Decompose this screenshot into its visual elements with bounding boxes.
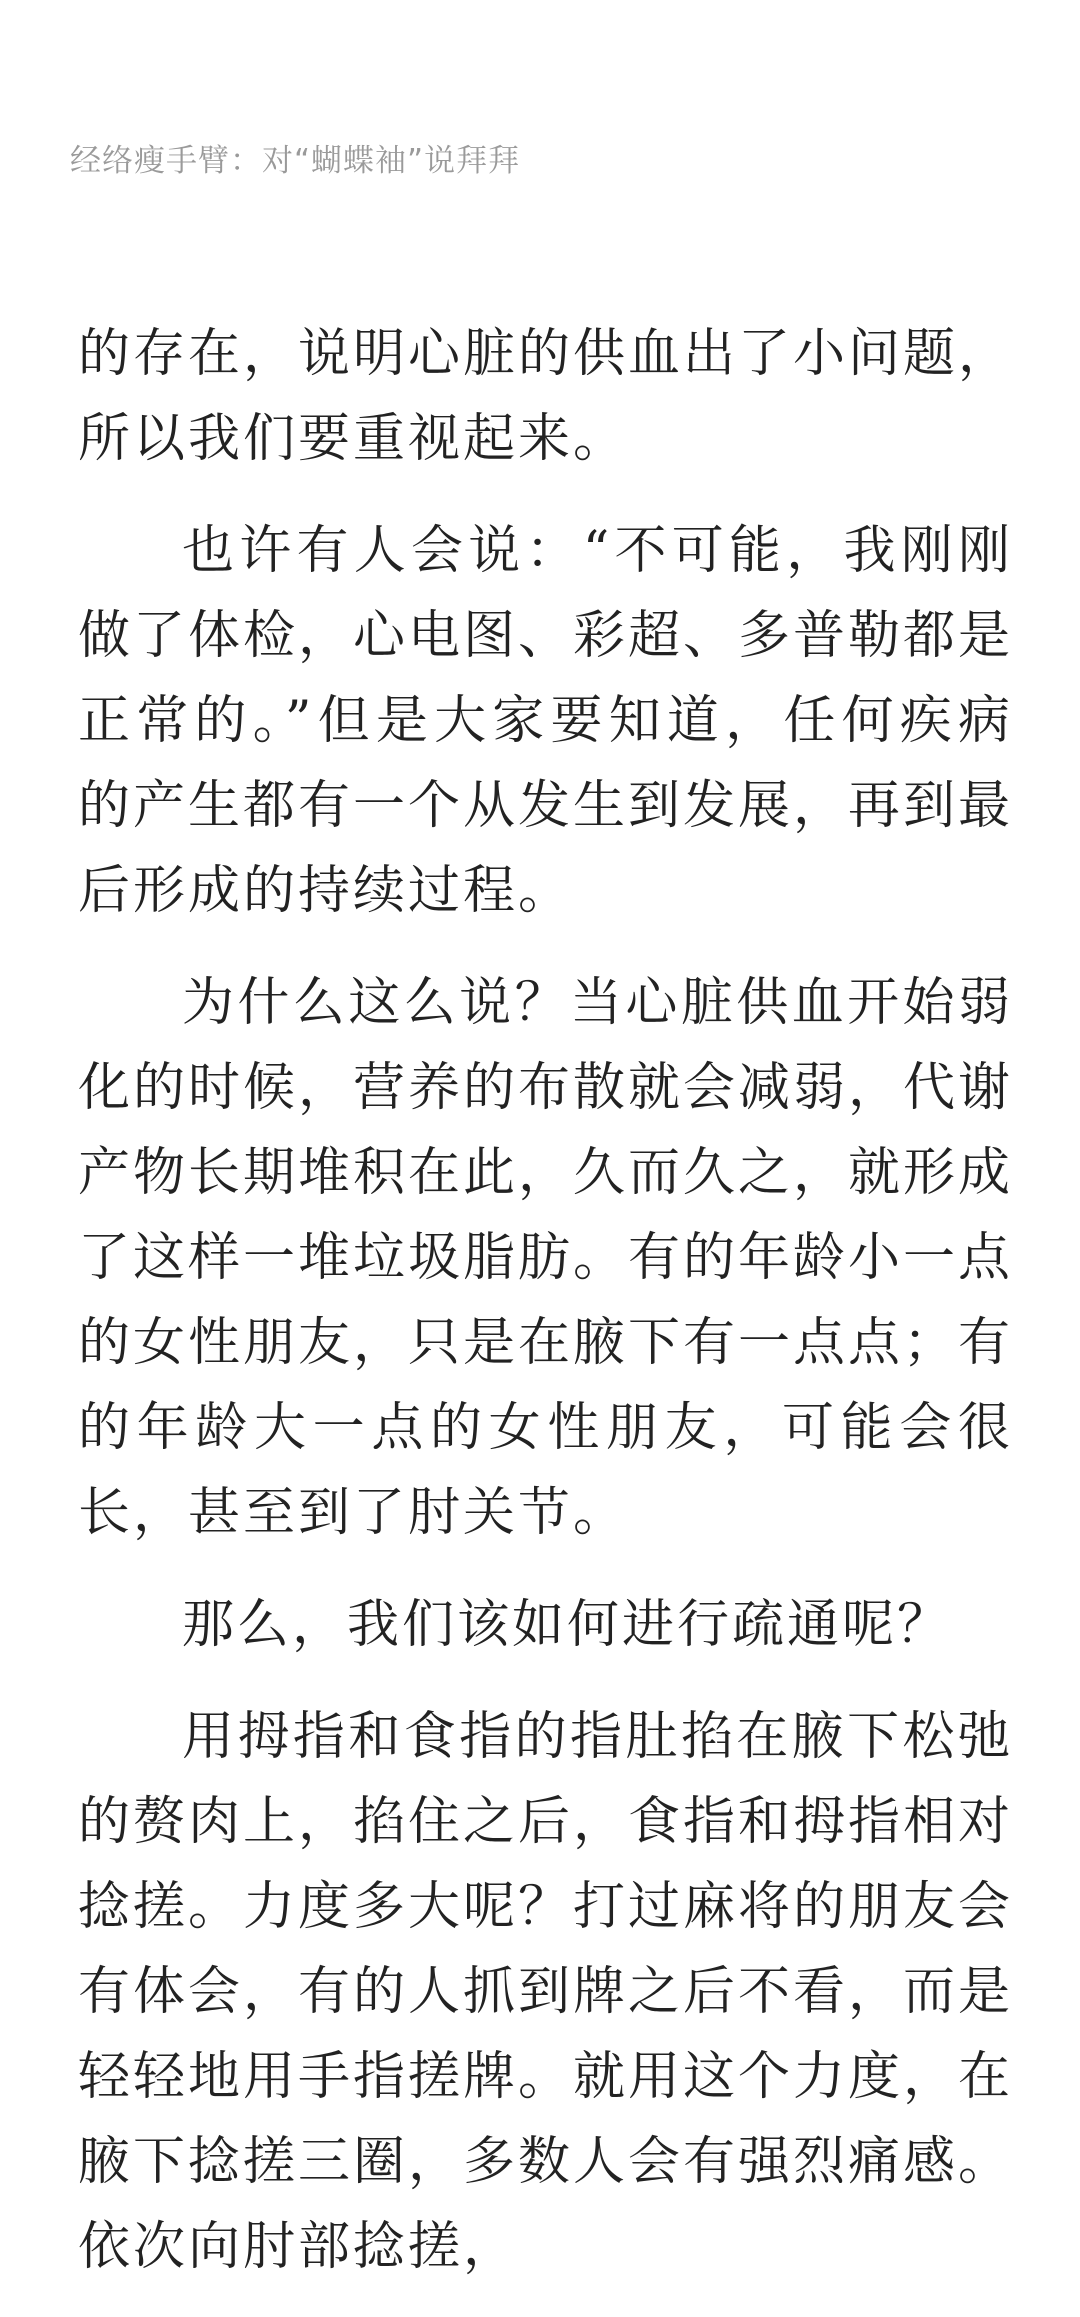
paragraph: 用拇指和食指的指肚掐在腋下松弛的赘肉上，掐住之后，食指和拇指相对捻搓。力度多大呢？打过麻将的朋友会有体会，有的人抓到牌之后不看，而是轻轻地用手指搓牌。就用这个力度，在腋下捻搓三圈，多数人会有强烈痛感。依次向肘部捻搓，	[78, 1707, 1014, 2277]
paragraph: 为什么这么说？当心脏供血开始弱化的时候，营养的布散就会减弱，代谢产物长期堆积在此，久而久之，就形成了这样一堆垃圾脂肪。有的年龄小一点的女性朋友，只是在腋下有一点点；有的年龄大一点的女性朋友，可能会很长，甚至到了肘关节。	[78, 973, 1014, 1543]
paragraph: 也许有人会说：“不可能，我刚刚做了体检，心电图、彩超、多普勒都是正常的。”但是大家要知道，任何疾病的产生都有一个从发生到发展，再到最后形成的持续过程。	[78, 521, 1014, 921]
chapter-title: 经络瘦手臂：对“蝴蝶袖”说拜拜	[70, 143, 521, 179]
page-body	[78, 312, 1013, 2317]
paragraph: 的存在，说明心脏的供血出了小问题，所以我们要重视起来。	[78, 324, 1014, 469]
paragraph: 那么，我们该如何进行疏通呢？	[182, 1595, 953, 1655]
